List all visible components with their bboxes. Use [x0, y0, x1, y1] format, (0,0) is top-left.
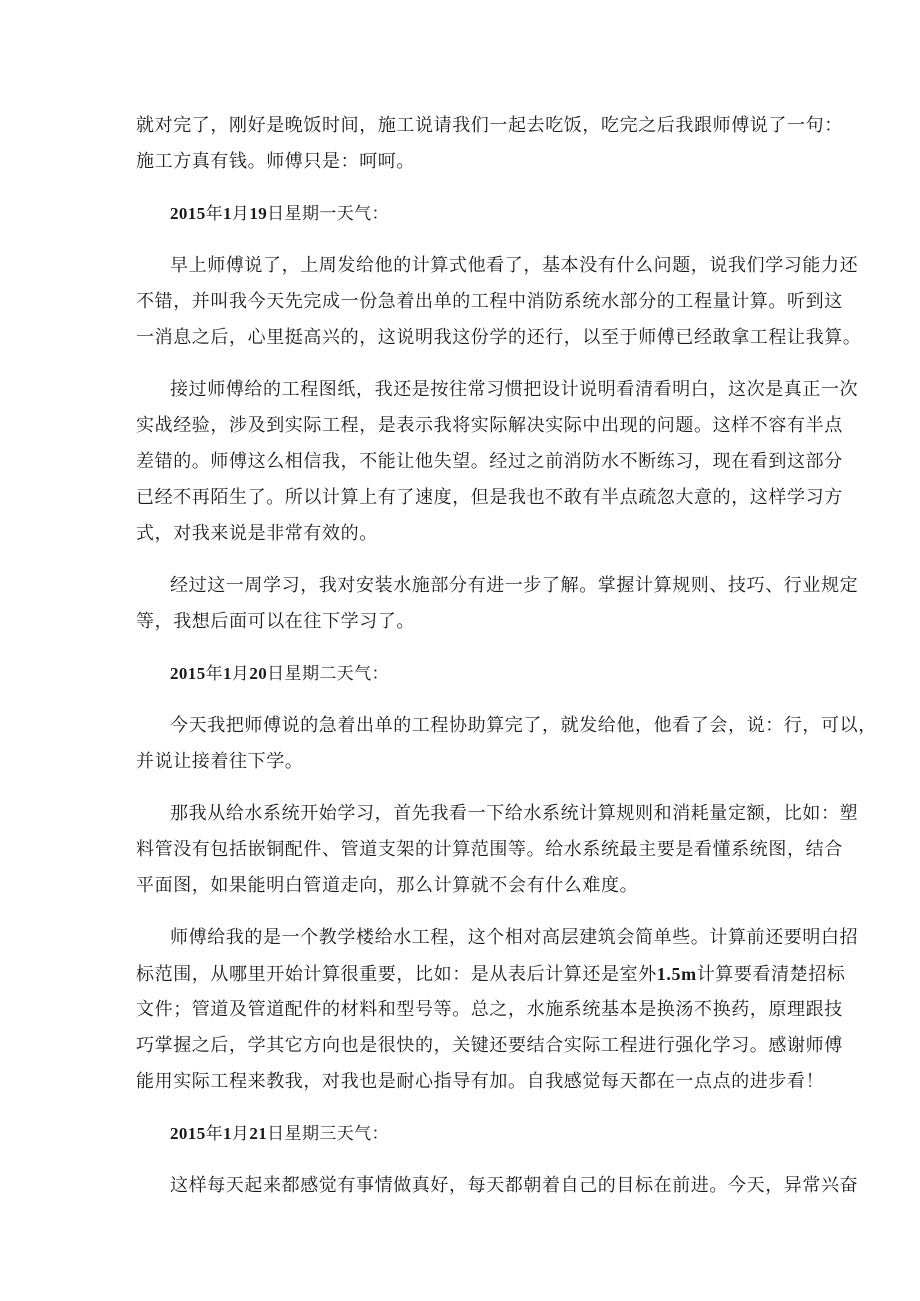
paragraph-line: 文件；管道及管道配件的材料和型号等。总之，水施系统基本是换汤不换药，原理跟技 — [136, 999, 843, 1020]
heading-day: 20 — [249, 664, 268, 683]
heading-month: 1 — [223, 664, 232, 683]
heading-m-sep: 月 — [231, 664, 250, 684]
paragraph-line: 实战经验，涉及到实际工程，是表示我将实际解决实际中出现的问题。这样不容有半点 — [136, 415, 843, 436]
paragraph-line: 早上师傅说了，上周发给他的计算式他看了，基本没有什么问题，说我们学习能力还 — [170, 255, 859, 276]
heading-day: 19 — [249, 204, 268, 223]
paragraph — [136, 108, 843, 180]
paragraph — [136, 1168, 859, 1204]
heading-y-sep: 年 — [205, 664, 224, 684]
paragraph-line: 并说让接着往下学。 — [136, 751, 304, 772]
paragraph-line: 等，我想后面可以在往下学习了。 — [136, 611, 415, 632]
heading-y-sep: 年 — [205, 204, 224, 224]
paragraph-line: 今天我把师傅说的急着出单的工程协助算完了，就发给他，他看了会，说：行，可以， — [170, 715, 877, 736]
paragraph-line: 不错，并叫我今天先完成一份急着出单的工程中消防系统水部分的工程量计算。听到这 — [136, 291, 843, 312]
paragraph-line: 料管没有包括嵌铜配件、管道支架的计算范围等。给水系统最主要是看懂系统图，结合 — [136, 839, 843, 860]
diary-date-heading — [136, 1116, 796, 1152]
paragraph-line: 师傅给我的是一个教学楼给水工程，这个相对高层建筑会简单些。计算前还要明白招 — [170, 927, 859, 948]
measurement-value: 1.5m — [656, 964, 697, 984]
paragraph-line: 经过这一周学习，我对安装水施部分有进一步了解。掌握计算规则、技巧、行业规定 — [170, 575, 859, 596]
paragraph-line: 施工方真有钱。师傅只是：呵呵。 — [136, 151, 415, 172]
heading-month: 1 — [223, 204, 232, 223]
paragraph-line: 能用实际工程来教我，对我也是耐心指导有加。自我感觉每天都在一点点的进步看！ — [136, 1071, 825, 1092]
heading-rest: 日星期三天气： — [267, 1124, 389, 1144]
paragraph-line: 巧掌握之后，学其它方向也是很快的，关键还要结合实际工程进行强化学习。感谢师傅 — [136, 1035, 843, 1056]
paragraph-line: 这样每天起来都感觉有事情做真好，每天都朝着自己的目标在前进。今天，异常兴奋 — [170, 1175, 859, 1196]
diary-date-heading — [136, 196, 796, 232]
document-body — [136, 108, 877, 1220]
paragraph — [136, 920, 859, 1100]
paragraph — [136, 248, 862, 356]
paragraph — [136, 372, 859, 552]
paragraph-line: 差错的。师傅这么相信我，不能让他失望。经过之前消防水不断练习，现在看到这部分 — [136, 451, 843, 472]
heading-rest: 日星期二天气： — [267, 664, 389, 684]
paragraph-line: 式，对我来说是非常有效的。 — [136, 523, 378, 544]
heading-m-sep: 月 — [231, 204, 250, 224]
heading-year: 2015 — [170, 204, 206, 223]
heading-rest: 日星期一天气： — [267, 204, 389, 224]
heading-m-sep: 月 — [231, 1124, 250, 1144]
heading-day: 21 — [249, 1124, 268, 1143]
heading-year: 2015 — [170, 1124, 206, 1143]
paragraph-line: 平面图，如果能明白管道走向，那么计算就不会有什么难度。 — [136, 875, 639, 896]
paragraph — [136, 796, 859, 904]
diary-date-heading — [136, 656, 796, 692]
paragraph — [136, 568, 859, 640]
paragraph-line: 接过师傅给的工程图纸，我还是按往常习惯把设计说明看清看明白，这次是真正一次 — [170, 379, 859, 400]
paragraph-line: 就对完了，刚好是晚饭时间，施工说请我们一起去吃饭，吃完之后我跟师傅说了一句： — [136, 115, 843, 136]
heading-year: 2015 — [170, 664, 206, 683]
heading-month: 1 — [223, 1124, 232, 1143]
paragraph-line: 那我从给水系统开始学习，首先我看一下给水系统计算规则和消耗量定额，比如：塑 — [170, 803, 859, 824]
paragraph-line: 已经不再陌生了。所以计算上有了速度，但是我也不敢有半点疏忽大意的，这样学习方 — [136, 487, 843, 508]
paragraph — [136, 708, 877, 780]
paragraph-line: 一消息之后，心里挺高兴的，这说明我这份学的还行，以至于师傅已经敢拿工程让我算。 — [136, 327, 862, 348]
paragraph-line: 标范围，从哪里开始计算很重要，比如：是从表后计算还是室外1.5m计算要看清楚招标 — [136, 964, 846, 985]
heading-y-sep: 年 — [205, 1124, 224, 1144]
